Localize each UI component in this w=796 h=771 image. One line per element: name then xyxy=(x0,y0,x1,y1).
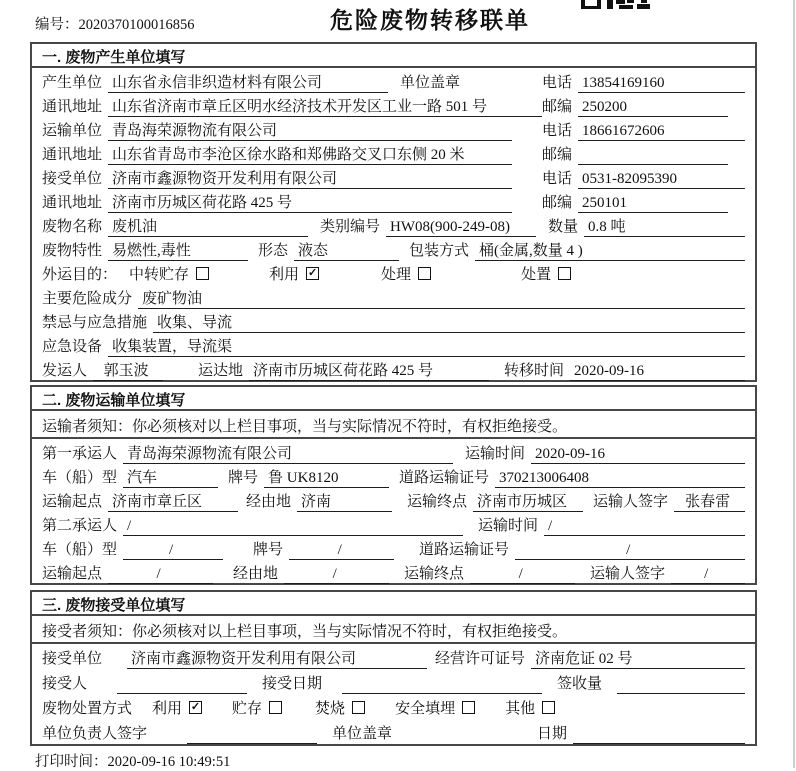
row-receive-unit xyxy=(32,644,755,669)
plate-label: 牌号 xyxy=(253,542,284,558)
carrier-label: 第一承运人 xyxy=(42,446,118,462)
via-value: / xyxy=(284,566,389,584)
carrier-value: / xyxy=(123,518,463,536)
form-label: 形态 xyxy=(258,243,289,259)
via-label: 经由地 xyxy=(233,566,279,582)
purpose-label: 外运目的： xyxy=(42,267,118,283)
origin-label: 运输起点 xyxy=(42,566,103,582)
row-disposal-method xyxy=(32,694,755,719)
receive-unit-value: 济南市鑫源物资开发利用有限公司 xyxy=(127,647,427,669)
end-label: 运输终点 xyxy=(404,566,465,582)
section-producer xyxy=(30,42,757,382)
receiver-notice: 接受者须知：你必须核对以上栏目事项，当与实际情况不符时，有权拒绝接受。 xyxy=(32,616,755,644)
vehicle-type-label: 车（船）型 xyxy=(42,542,118,558)
transport-time-label: 运输时间 xyxy=(478,518,539,534)
row-purpose xyxy=(32,260,755,284)
signed-amount-label: 签收量 xyxy=(557,676,603,692)
row-receiver-address xyxy=(32,188,755,212)
row-transporter xyxy=(32,116,755,140)
transfer-time-value: 2020-09-16 xyxy=(570,363,745,381)
origin-value: 济南市章丘区 xyxy=(108,490,238,512)
destination-value: 济南市历城区荷花路 425 号 xyxy=(249,359,489,381)
row-receive-person xyxy=(32,669,755,694)
origin-label: 运输起点 xyxy=(42,494,103,510)
transporter-value: 青岛海荣源物流有限公司 xyxy=(108,119,512,141)
carrier-sign-value: 张春雷 xyxy=(674,490,745,512)
vehicle-type-label: 车（船）型 xyxy=(42,470,118,486)
checkbox-checked: ✓ xyxy=(307,267,318,279)
transport-time-value: / xyxy=(544,518,745,536)
transporter-notice: 运输者须知：你必须核对以上栏目事项，当与实际情况不符时，有权拒绝接受。 xyxy=(32,411,755,439)
disposal-option-utilize xyxy=(152,697,202,718)
road-license-value: 370213006408 xyxy=(495,470,745,488)
row-route-1 xyxy=(32,487,755,511)
signed-amount-value xyxy=(617,676,745,694)
row-producer xyxy=(32,68,755,92)
disposal-option-landfill xyxy=(395,697,475,718)
zip-value: 250200 xyxy=(578,99,728,117)
row-vehicle-2 xyxy=(32,535,755,559)
serial-label: 编号： xyxy=(35,17,79,33)
transport-time-label: 运输时间 xyxy=(465,446,526,462)
option-label: 其他 xyxy=(505,701,536,717)
address-value: 山东省济南市章丘区明水经济技术开发区工业一路 501 号 xyxy=(108,95,542,117)
waste-name-label: 废物名称 xyxy=(42,219,103,235)
receive-person-value xyxy=(117,676,247,694)
section1-header: 一. 废物产生单位填写 xyxy=(32,44,755,68)
carrier-sign-label: 运输人签字 xyxy=(593,494,669,510)
hazard-label: 主要危险成分 xyxy=(42,291,133,307)
document-header xyxy=(0,0,796,42)
option-label: 焚烧 xyxy=(315,701,346,717)
checkbox xyxy=(558,267,571,280)
head-sign-label: 单位负责人签字 xyxy=(42,726,148,742)
purpose-option-dispose xyxy=(521,263,571,284)
property-label: 废物特性 xyxy=(42,243,103,259)
phone-label: 电话 xyxy=(542,171,573,187)
section3-header: 三. 废物接受单位填写 xyxy=(32,592,755,616)
quantity-label: 数量 xyxy=(548,219,579,235)
checkbox xyxy=(269,701,282,714)
disposal-option-store xyxy=(232,697,282,718)
serial-number xyxy=(35,13,195,34)
carrier-sign-value: / xyxy=(671,566,745,584)
print-time-label: 打印时间： xyxy=(35,754,108,770)
receive-date-label: 接受日期 xyxy=(262,676,323,692)
receiver-label: 接受单位 xyxy=(42,171,103,187)
option-label: 中转贮存 xyxy=(129,267,190,283)
checkbox-checked: ✓ xyxy=(190,701,201,713)
zip-label: 邮编 xyxy=(542,195,573,211)
option-label: 利用 xyxy=(269,267,300,283)
row-first-carrier xyxy=(32,439,755,463)
disposal-label: 废物处置方式 xyxy=(42,701,133,717)
page-right-edge xyxy=(793,0,795,768)
shipper-label: 发运人 xyxy=(42,363,88,379)
checkbox xyxy=(542,701,555,714)
date-value xyxy=(573,726,745,744)
shipper-value: 郭玉波 xyxy=(93,359,163,381)
category-value: HW08(900-249-08) xyxy=(386,219,536,237)
receive-person-label: 接受人 xyxy=(42,676,88,692)
permit-value: 济南危证 02 号 xyxy=(531,647,745,669)
row-hazard-component xyxy=(32,284,755,308)
print-time-value: 2020-09-16 10:49:51 xyxy=(107,754,231,770)
row-producer-address xyxy=(32,92,755,116)
plate-value: / xyxy=(289,542,394,560)
row-receiver xyxy=(32,164,755,188)
row-emergency-measures xyxy=(32,308,755,332)
carrier-value: 青岛海荣源物流有限公司 xyxy=(123,442,453,464)
quantity-value: 0.8 吨 xyxy=(584,215,745,237)
transfer-time-label: 转移时间 xyxy=(504,363,565,379)
checkbox xyxy=(196,267,209,280)
unit-seal-label: 单位盖章 xyxy=(400,75,461,91)
unit-seal-label: 单位盖章 xyxy=(332,726,393,742)
checkbox xyxy=(352,701,365,714)
vehicle-type-value: 汽车 xyxy=(123,466,218,488)
disposal-option-incinerate xyxy=(315,697,365,718)
row-second-carrier xyxy=(32,511,755,535)
disposal-option-other xyxy=(505,697,555,718)
packing-value: 桶(金属,数量 4 ) xyxy=(475,239,745,261)
equipment-value: 收集装置，导流渠 xyxy=(108,335,745,357)
receive-date-value xyxy=(342,676,542,694)
carrier-sign-label: 运输人签字 xyxy=(590,566,666,582)
origin-value: / xyxy=(108,566,213,584)
taboo-value: 收集、导流 xyxy=(153,311,745,333)
phone-value: 13854169160 xyxy=(578,75,745,93)
row-route-2 xyxy=(32,559,755,583)
checkbox xyxy=(462,701,475,714)
end-label: 运输终点 xyxy=(407,494,468,510)
option-label: 处理 xyxy=(381,267,412,283)
purpose-option-storage xyxy=(129,263,209,284)
via-value: 济南 xyxy=(297,490,392,512)
purpose-option-treat xyxy=(381,263,431,284)
road-license-label: 道路运输证号 xyxy=(419,542,510,558)
phone-value: 18661672606 xyxy=(578,123,745,141)
receive-unit-label: 接受单位 xyxy=(42,651,103,667)
address-label: 通讯地址 xyxy=(42,195,103,211)
date-label: 日期 xyxy=(537,726,568,742)
serial-value: 2020370100016856 xyxy=(78,17,195,33)
head-sign-value xyxy=(187,726,317,744)
option-label: 贮存 xyxy=(232,701,263,717)
transporter-label: 运输单位 xyxy=(42,123,103,139)
road-license-label: 道路运输证号 xyxy=(399,470,490,486)
destination-label: 运达地 xyxy=(198,363,244,379)
section2-header: 二. 废物运输单位填写 xyxy=(32,387,755,411)
option-label: 安全填埋 xyxy=(395,701,456,717)
zip-label: 邮编 xyxy=(542,99,573,115)
vehicle-type-value: / xyxy=(123,542,223,560)
road-license-value: / xyxy=(515,542,745,560)
row-vehicle-1 xyxy=(32,463,755,487)
phone-label: 电话 xyxy=(542,75,573,91)
zip-value: 250101 xyxy=(578,195,728,213)
page-title: 危险废物转移联单 xyxy=(330,7,530,33)
receiver-value: 济南市鑫源物资开发利用有限公司 xyxy=(108,167,512,189)
section-receiver xyxy=(30,590,757,746)
row-head-signature xyxy=(32,719,755,744)
zip-label: 邮编 xyxy=(542,147,573,163)
property-value: 易燃性,毒性 xyxy=(108,239,248,261)
producer-value: 山东省永信非织造材料有限公司 xyxy=(108,71,388,93)
row-emergency-equipment xyxy=(32,332,755,356)
address-label: 通讯地址 xyxy=(42,99,103,115)
end-value: / xyxy=(470,566,575,584)
permit-label: 经营许可证号 xyxy=(435,651,526,667)
zip-value xyxy=(578,147,728,165)
form-value: 液态 xyxy=(294,239,399,261)
phone-label: 电话 xyxy=(542,123,573,139)
option-label: 利用 xyxy=(152,701,183,717)
hazard-value: 废矿物油 xyxy=(138,287,745,309)
category-label: 类别编号 xyxy=(320,219,381,235)
equipment-label: 应急设备 xyxy=(42,339,103,355)
carrier-label: 第二承运人 xyxy=(42,518,118,534)
producer-label: 产生单位 xyxy=(42,75,103,91)
end-value: 济南市历城区 xyxy=(473,490,583,512)
option-label: 处置 xyxy=(521,267,552,283)
row-waste-name xyxy=(32,212,755,236)
address-value: 济南市历城区荷花路 425 号 xyxy=(108,191,512,213)
purpose-option-utilize xyxy=(269,263,319,284)
packing-label: 包装方式 xyxy=(409,243,470,259)
row-shipper xyxy=(32,356,755,380)
phone-value: 0531-82095390 xyxy=(578,171,745,189)
checkbox xyxy=(418,267,431,280)
plate-value: 鲁 UK8120 xyxy=(264,466,389,488)
taboo-label: 禁忌与应急措施 xyxy=(42,315,148,331)
transport-time-value: 2020-09-16 xyxy=(531,446,745,464)
waste-name-value: 废机油 xyxy=(108,215,308,237)
plate-label: 牌号 xyxy=(228,470,259,486)
section-transporter xyxy=(30,385,757,585)
via-label: 经由地 xyxy=(246,494,292,510)
address-value: 山东省青岛市李沧区徐水路和郑佛路交叉口东侧 20 米 xyxy=(108,143,512,165)
qr-code-icon xyxy=(581,0,651,9)
row-waste-property xyxy=(32,236,755,260)
row-transporter-address xyxy=(32,140,755,164)
address-label: 通讯地址 xyxy=(42,147,103,163)
